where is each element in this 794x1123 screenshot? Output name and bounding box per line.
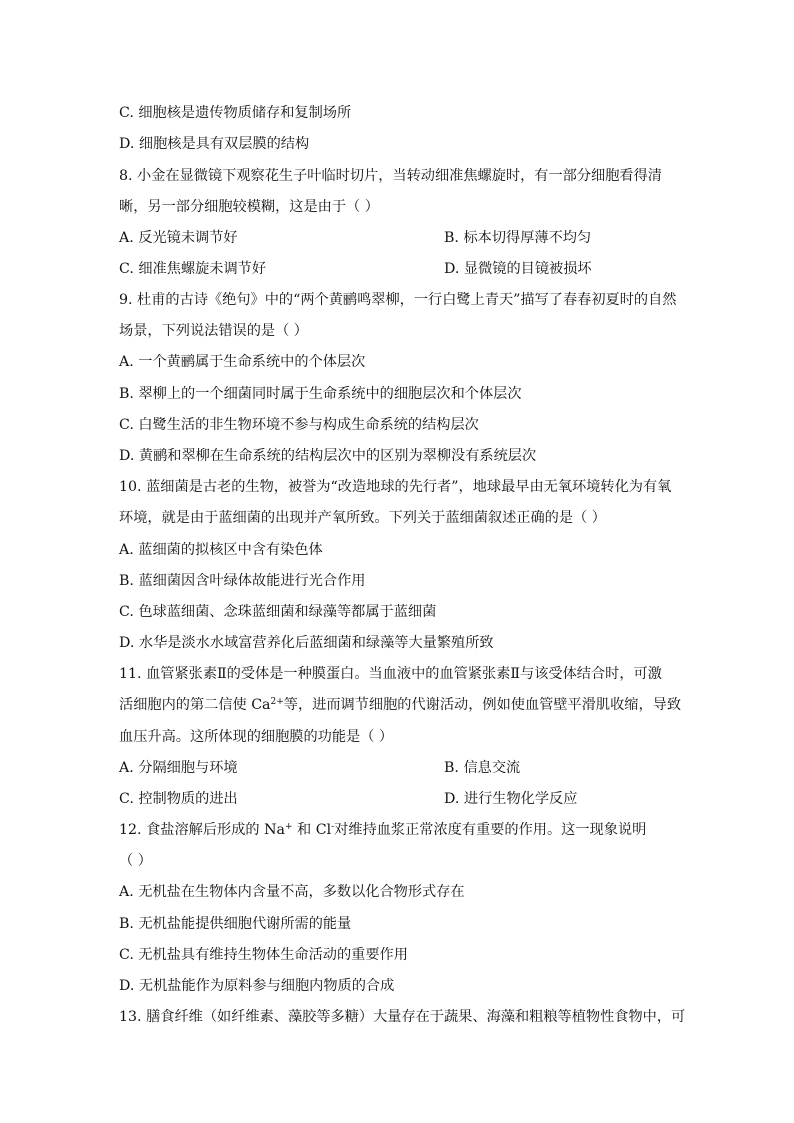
q12-stem-line1-part3: 对维持血浆正常浓度有重要的作用。这一现象说明 <box>334 822 647 838</box>
q11-option-c: C. 控制物质的进出 <box>119 791 238 807</box>
q12-stem-line1 <box>119 820 646 840</box>
q9-stem-line1: 9. 杜甫的古诗《绝句》中的“两个黄鹂鸣翠柳，一行白鹭上青天”描写了春春初夏时的自然 <box>119 292 677 308</box>
q10-stem-line2: 环境，就是由于蓝细菌的出现并产氧所致。下列关于蓝细菌叙述正确的是（ ） <box>119 510 606 526</box>
q10-option-a: A. 蓝细菌的拟核区中含有染色体 <box>119 542 323 558</box>
q8-stem-line2: 晰，另一部分细胞较模糊，这是由于（ ） <box>119 199 379 215</box>
q12-stem-line2: （ ） <box>119 853 152 869</box>
q8-option-d: D. 显微镜的目镜被损坏 <box>444 261 592 277</box>
q11-stem-line2-part1: 活细胞内的第二信使 Ca <box>119 697 271 713</box>
q10-stem-line1: 10. 蓝细菌是古老的生物，被誉为“改造地球的先行者”，地球最早由无氧环境转化为有氧 <box>119 479 672 495</box>
q11-option-a: A. 分隔细胞与环境 <box>119 760 238 776</box>
q7-option-d: D. 细胞核是具有双层膜的结构 <box>119 136 310 152</box>
q8-option-b: B. 标本切得厚薄不均匀 <box>444 230 592 246</box>
q11-stem-line2-part2: 等，进而调节细胞的代谢活动，例如使血管壁平滑肌收缩，导致 <box>283 697 682 713</box>
calcium-charge: 2+ <box>270 697 284 707</box>
q11-stem-line1: 11. 血管紧张素Ⅱ的受体是一种膜蛋白。当血液中的血管紧张素Ⅱ与该受体结合时，可激 <box>119 666 662 682</box>
q11-stem-line3: 血压升高。这所体现的细胞膜的功能是（ ） <box>119 729 394 745</box>
q10-option-c: C. 色球蓝细菌、念珠蓝细菌和绿藻等都属于蓝细菌 <box>119 604 437 620</box>
q12-option-a: A. 无机盐在生物体内含量不高，多数以化合物形式存在 <box>119 884 465 900</box>
q10-option-b: B. 蓝细菌因含叶绿体故能进行光合作用 <box>119 573 366 589</box>
q8-stem-line1: 8. 小金在显微镜下观察花生子叶临时切片，当转动细准焦螺旋时，有一部分细胞看得清 <box>119 168 662 184</box>
q11-option-d: D. 进行生物化学反应 <box>444 791 578 807</box>
q12-option-b: B. 无机盐能提供细胞代谢所需的能量 <box>119 916 352 932</box>
q8-option-a: A. 反光镜未调节好 <box>119 230 238 246</box>
q12-stem-line1-part1: 12. 食盐溶解后形成的 Na <box>119 822 285 838</box>
q11-option-b: B. 信息交流 <box>444 760 521 776</box>
q13-stem-line1: 13. 膳食纤维（如纤维素、藻胶等多糖）大量存在于蔬果、海藻和粗粮等植物性食物中，可 <box>119 1009 686 1025</box>
q9-option-b: B. 翠柳上的一个细菌同时属于生命系统中的细胞层次和个体层次 <box>119 386 522 402</box>
q7-option-c: C. 细胞核是遗传物质储存和复制场所 <box>119 105 352 121</box>
sodium-charge: + <box>284 822 293 832</box>
q12-option-c: C. 无机盐具有维持生物体生命活动的重要作用 <box>119 947 408 963</box>
q9-option-a: A. 一个黄鹂属于生命系统中的个体层次 <box>119 354 366 370</box>
chloride-charge: - <box>331 822 335 832</box>
q10-option-d: D. 水华是淡水水域富营养化后蓝细菌和绿藻等大量繁殖所致 <box>119 635 494 651</box>
q9-option-d: D. 黄鹂和翠柳在生命系统的结构层次中的区别为翠柳没有系统层次 <box>119 448 537 464</box>
q9-option-c: C. 白鹭生活的非生物环境不参与构成生命系统的结构层次 <box>119 417 479 433</box>
q8-option-c: C. 细准焦螺旋未调节好 <box>119 261 267 277</box>
q12-stem-line1-part2: 和 Cl <box>292 822 332 838</box>
q11-stem-line2 <box>119 695 681 715</box>
q9-stem-line2: 场景，下列说法错误的是（ ） <box>119 323 308 339</box>
q12-option-d: D. 无机盐能作为原料参与细胞内物质的合成 <box>119 978 395 994</box>
